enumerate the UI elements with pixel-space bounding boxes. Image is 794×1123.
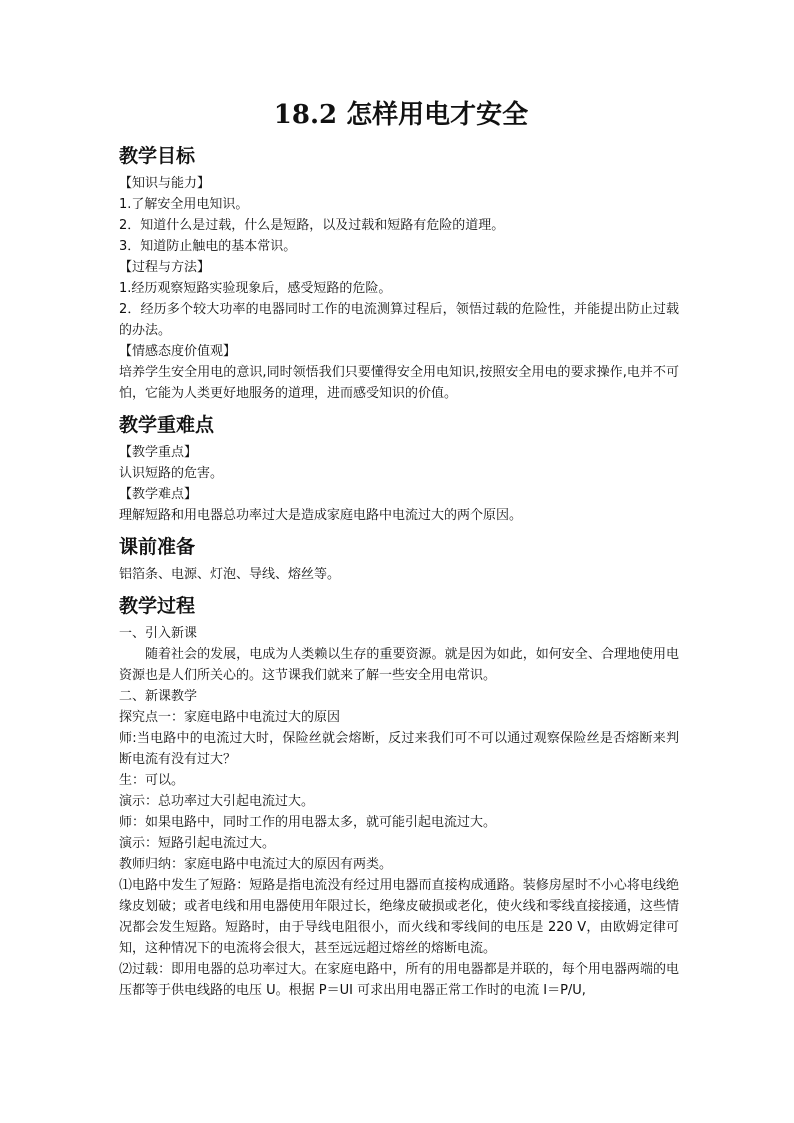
text-line: 理解短路和用电器总功率过大是造成家庭电路中电流过大的两个原因。 [119,508,523,523]
text-line: 1.了解安全用电知识。 [119,197,249,212]
text-line: 教师归纳：家庭电路中电流过大的原因有两类。 [119,857,393,872]
text-line: 2．经历多个较大功率的电器同时工作的电流测算过程后，领悟过载的危险性，并能提出防止过载的办法。 [119,302,679,338]
text-paragraph: 师:当电路中的电流过大时，保险丝就会熔断，反过来我们可不可以通过观察保险丝是否熔断来判断电流有没有过大？ [119,731,679,767]
section-heading-objectives: 教学目标 [119,145,196,167]
text-line: 演示：短路引起电流过大。 [119,836,276,851]
section-objectives [119,173,679,404]
text-line: 生：可以。 [119,773,185,788]
text-line: 3．知道防止触电的基本常识。 [119,239,297,254]
text-paragraph: ⑴电路中发生了短路：短路是指电流没有经过用电器而直接构成通路。装修房屋时不小心将电线绝缘皮划破；或者电线和用电器使用年限过长，绝缘皮破损或老化，使火线和零线直接接通，这些情况都会发生短路。短路时，由于导线电阻很小，而火线和零线间的电压是 220 V，由欧姆定律可知，这种情况下的电流将会很大，甚至远远超过熔丝的熔断电流。 [119,878,679,956]
text-line: 【教学难点】 [119,487,198,502]
section-heading-key-points: 教学重难点 [119,414,215,436]
text-line: 一、引入新课 [119,626,198,641]
text-line: 培养学生安全用电的意识,同时领悟我们只要懂得安全用电知识,按照安全用电的要求操作,电并不可怕，它能为人类更好地服务的道理，进而感受知识的价值。 [119,365,679,401]
document-title: 18.2 怎样用电才安全 [273,100,529,130]
text-line: 认识短路的危害。 [119,466,224,481]
section-heading-preparation: 课前准备 [119,536,196,558]
section-heading-process: 教学过程 [119,595,196,617]
section-key-points [119,442,679,526]
section-process [119,623,679,1001]
text-line: 探究点一：家庭电路中电流过大的原因 [119,710,341,725]
text-line: 1.经历观察短路实验现象后，感受短路的危险。 [119,281,392,296]
text-line: 2．知道什么是过载，什么是短路，以及过载和短路有危险的道理。 [119,218,505,233]
text-line: 演示：总功率过大引起电流过大。 [119,794,315,809]
text-line: 铝箔条、电源、灯泡、导线、熔丝等。 [119,567,341,582]
text-line: 师：如果电路中，同时工作的用电器太多，就可能引起电流过大。 [119,815,497,830]
section-preparation [119,564,679,585]
text-paragraph: 随着社会的发展，电成为人类赖以生存的重要资源。就是因为如此，如何安全、合理地使用电资源也是人们所关心的。这节课我们就来了解一些安全用电常识。 [119,647,679,683]
text-line: 【教学重点】 [119,445,198,460]
text-line: 【过程与方法】 [119,260,211,275]
text-paragraph: ⑵过载：即用电器的总功率过大。在家庭电路中，所有的用电器都是并联的，每个用电器两端的电压都等于供电线路的电压 U。根据 P＝UI 可求出用电器正常工作时的电流 I＝P/U, [119,962,679,998]
document-page [119,97,679,1001]
text-line: 二、新课教学 [119,689,198,704]
text-line: 【知识与能力】 [119,176,211,191]
text-line: 【情感态度价值观】 [119,344,237,359]
